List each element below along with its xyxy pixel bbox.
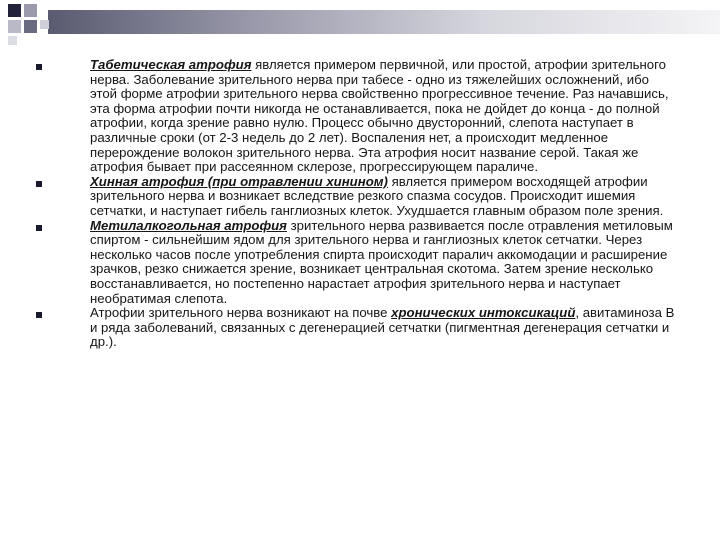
list-item	[36, 175, 676, 219]
decor-square	[8, 4, 21, 17]
list-item	[36, 58, 676, 175]
decor-square	[24, 20, 37, 33]
term-chronic-intoxication: хронических интоксикаций	[391, 305, 576, 321]
bullet-icon	[36, 225, 42, 231]
bullet-icon	[36, 64, 42, 70]
bullet-icon	[36, 312, 42, 318]
list-item	[36, 219, 676, 307]
list-item-text: Табетическая атрофия является примером первичной, или простой, атрофии зрительного нерва. Заболевание зрительного нерва при табесе - одно из тяжелейших осложнений, ибо этой форме атрофии зрительного нерва свойственно прогрессивное течение. Раз начавшись, эта форма атрофии почти никогда не останавливается, пока не дойдет до конца - до полной атрофии, когда зрение равно нулю. Процесс обычно двусторонний, слепота наступает в различные сроки (от 2-3 недель до 2 лет). Воспаления нет, а происходит медленное перерождение волокон зрительного нерва. Эта атрофия носит название серой. Такая же атрофия бывает при рассеянном склерозе, прогрессирующем параличе.	[90, 57, 669, 175]
term-quinine-atrophy: Хинная атрофия (при отравлении хинином)	[90, 173, 388, 189]
header-gradient-bar	[48, 10, 720, 34]
slide-content	[36, 58, 676, 350]
list-item	[36, 306, 676, 350]
term-methyl-alcohol-atrophy: Метилалкогольная атрофия	[90, 217, 287, 233]
decor-square	[24, 4, 37, 17]
term-tabetic-atrophy: Табетическая атрофия	[90, 57, 252, 72]
header-decoration	[0, 0, 720, 60]
decor-square	[8, 36, 17, 45]
list-item-text: Метилалкогольная атрофия зрительного нерва развивается после отравления метиловым спиртом - сильнейшим ядом для зрительного нерва и ганглиозных клеток сетчатки. Через несколько часов после употребления спирта происходит паралич аккомодации и расширение зрачков, резко снижается зрение, возникает центральная скотома. Затем зрение несколько восстанавливается, но постепенно нарастает атрофия зрительного нерва и наступает необратимая слепота.	[90, 217, 673, 306]
list-item-text: Атрофии зрительного нерва возникают на почве хронических интоксикаций, авитаминоза В и ряда заболеваний, связанных с дегенерацией сетчатки (пигментная дегенерация сетчатки и др.).	[90, 305, 675, 350]
bullet-icon	[36, 181, 42, 187]
list-item-text: Хинная атрофия (при отравлении хинином) является примером восходящей атрофии зрительного нерва и возникает вследствие резкого спазма сосудов. Происходит ишемия сетчатки, и наступает гибель ганглиозных клеток. Ухудшается главным образом поле зрения.	[90, 173, 664, 218]
decor-square	[40, 20, 49, 29]
decor-square	[8, 20, 21, 33]
